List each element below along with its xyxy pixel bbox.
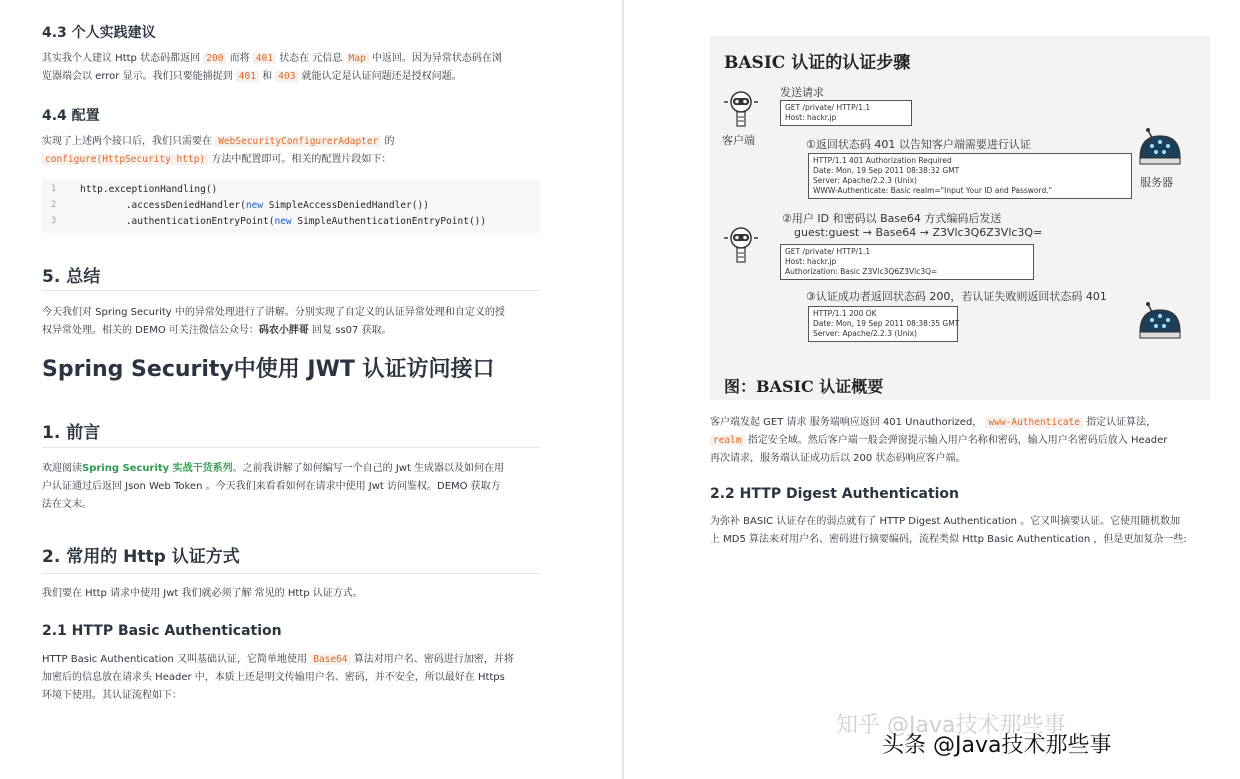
section-2-1-paragraph — [42, 651, 562, 705]
code-segment: .accessDeniedHandler( — [80, 200, 246, 211]
encode-label: guest:guest → Base64 → Z3Vlc3Q6Z3Vlc3Q= — [794, 226, 1043, 239]
section-2-2-paragraph — [710, 513, 1220, 549]
text: 户认证通过后返回 Json Web Token 。今天我们来看看如何在请求中使用 Jwt 访问鉴权。DEMO 获取方 — [42, 481, 501, 492]
server-icon — [1136, 128, 1184, 168]
section-4-4-title: 4.4 配置 — [42, 108, 100, 124]
code-keyword: new — [274, 216, 292, 227]
step-1-label: ①返回状态码 401 以告知客户端需要进行认证 — [806, 138, 1031, 151]
code-block — [42, 179, 540, 233]
text: 欢迎阅读 — [42, 463, 82, 474]
basic-auth-paragraph — [710, 414, 1210, 468]
text: HTTP Basic Authentication 又叫基础认证，它简单地使用 — [42, 654, 311, 665]
request-box-2 — [780, 244, 1034, 280]
text: 回复 ss07 获取。 — [308, 325, 392, 336]
response-box-2 — [808, 306, 958, 342]
watermark-toutiao: 头条 @Java技术那些事 — [882, 733, 1112, 758]
message-line: Date: Mon, 19 Sep 2011 08:38:35 GMT — [813, 319, 960, 328]
code-line — [42, 182, 540, 197]
step-2-label: ②用户 ID 和密码以 Base64 方式编码后发送 — [782, 212, 1002, 225]
section-4-3-title: 4.3 个人实践建议 — [42, 25, 156, 41]
right-page — [624, 0, 1240, 779]
server-label: 服务器 — [1140, 176, 1173, 189]
message-line: Date: Mon, 19 Sep 2011 08:38:32 GMT — [813, 166, 960, 175]
text: 的 — [381, 136, 395, 147]
text: 状态在 元信息 — [275, 53, 346, 64]
section-2-2-title: 2.2 HTTP Digest Authentication — [710, 486, 960, 502]
client-label: 客户端 — [722, 134, 755, 147]
message-line: GET /private/ HTTP/1.1 — [785, 103, 871, 112]
text: 就能认定是认证问题还是授权问题。 — [298, 71, 462, 82]
line-number: 3 — [51, 216, 57, 226]
account-name: 码农小胖哥 — [258, 325, 309, 336]
send-request-label: 发送请求 — [780, 86, 824, 99]
section-1-title: 1. 前言 — [42, 423, 101, 443]
section-4-4-paragraph — [42, 133, 562, 169]
message-line: WWW-Authenticate: Basic realm="Input Your ID and Password." — [813, 186, 1053, 195]
text: 加密后的信息放在请求头 Header 中，本质上还是明文传输用户名、密码，并不安全，所以最好在 Https — [42, 672, 505, 683]
code-text: http.exceptionHandling() — [80, 184, 218, 195]
divider — [42, 290, 540, 291]
message-line: Authorization: Basic Z3Vlc3Q6Z3Vlc3Q= — [785, 267, 938, 276]
text: 算法对用户名、密码进行加密，并将 — [350, 654, 514, 665]
section-5-title: 5. 总结 — [42, 267, 101, 287]
text: 中返回。因为异常状态码在浏 — [368, 53, 502, 64]
inline-code: www-Authenticate — [985, 417, 1083, 428]
text: 今天我们对 Spring Security 中的异常处理进行了讲解。分别实现了自定义的认证异常处理和自定义的授 — [42, 307, 505, 318]
line-number: 2 — [51, 200, 57, 210]
figure-caption: 图：BASIC 认证概要 — [724, 377, 884, 396]
code-segment: .authenticationEntryPoint( — [80, 216, 275, 227]
message-line: Server: Apache/2.2.3 (Unix) — [813, 329, 917, 338]
code-line — [42, 198, 540, 213]
divider — [42, 573, 540, 574]
text: 权异常处理。相关的 DEMO 可关注微信公众号： — [42, 325, 259, 336]
message-line: Server: Apache/2.2.3 (Unix) — [813, 176, 917, 185]
inline-code: 401 — [253, 53, 276, 64]
server-icon — [1136, 302, 1184, 342]
inline-code: configure(HttpSecurity http) — [42, 154, 208, 165]
text: 为弥补 BASIC 认证存在的弱点就有了 HTTP Digest Authentication 。它又叫摘要认证。它使用随机数加 — [710, 516, 1181, 527]
code-line — [42, 214, 540, 229]
inline-code: WebSecurityConfigurerAdapter — [215, 136, 381, 147]
text: 和 — [258, 71, 276, 82]
text: 方法中配置即可。相关的配置片段如下： — [208, 154, 392, 165]
inline-code: Map — [346, 53, 369, 64]
text: 实现了上述两个接口后，我们只需要在 — [42, 136, 216, 147]
code-keyword: new — [245, 200, 264, 211]
message-line: GET /private/ HTTP/1.1 — [785, 247, 871, 256]
section-2-1-title: 2.1 HTTP Basic Authentication — [42, 623, 282, 639]
text: 览器端会以 error 显示。我们只要能捕捉到 — [42, 71, 236, 82]
message-line: HTTP/1.1 200 OK — [813, 309, 877, 318]
figure-title: BASIC 认证的认证步骤 — [724, 53, 911, 73]
text: 指定认证算法， — [1083, 417, 1157, 428]
message-line: Host: hackr.jp — [785, 257, 837, 266]
inline-code: 403 — [275, 71, 298, 82]
client-robot-icon — [724, 90, 758, 130]
code-segment: SimpleAccessDeniedHandler()) — [263, 200, 429, 211]
text: 其实我个人建议 Http 状态码都返回 — [42, 53, 204, 64]
watermark-zhihu: 知乎 @Java技术那些事 — [836, 713, 1066, 738]
article-title: Spring Security中使用 JWT 认证访问接口 — [42, 357, 495, 382]
section-1-paragraph — [42, 460, 562, 514]
code-segment: SimpleAuthenticationEntryPoint()) — [291, 216, 487, 227]
text: 再次请求，服务端认证成功后以 200 状态码响应客户端。 — [710, 453, 966, 464]
inline-code: 401 — [236, 71, 259, 82]
divider — [42, 447, 540, 448]
code-text — [80, 198, 429, 213]
inline-code: Base64 — [310, 654, 350, 665]
basic-auth-figure — [710, 36, 1210, 400]
request-box-1 — [780, 100, 912, 126]
inline-code: realm — [710, 435, 745, 446]
section-5-paragraph — [42, 304, 562, 340]
message-line: Host: hackr.jp — [785, 113, 837, 122]
inline-code: 200 — [203, 53, 226, 64]
response-box-1 — [808, 153, 1132, 199]
text: 。之前我讲解了如何编写一个自己的 Jwt 生成器以及如何在用 — [232, 463, 505, 474]
message-line: HTTP/1.1 401 Authorization Required — [813, 156, 952, 165]
text: 上 MD5 算法来对用户名、密码进行摘要编码，流程类似 Http Basic Authentication ，但是更加复杂一些: — [710, 534, 1187, 545]
series-link[interactable]: Spring Security 实战干货系列 — [82, 463, 233, 474]
client-robot-icon — [724, 226, 758, 266]
text: 客户端发起 GET 请求 服务端响应返回 401 Unauthorized， — [710, 417, 986, 428]
code-text — [80, 214, 486, 229]
text: 环境下使用。其认证流程如下： — [42, 690, 182, 701]
step-3-label: ③认证成功者返回状态码 200，若认证失败则返回状态码 401 — [806, 290, 1107, 303]
text: 而将 — [226, 53, 253, 64]
section-2-title: 2. 常用的 Http 认证方式 — [42, 547, 240, 567]
text: 指定安全域。然后客户端一般会弹窗提示输入用户名称和密码，输入用户名密码后放入 Header — [744, 435, 1168, 446]
section-4-3-paragraph — [42, 50, 562, 86]
line-number: 1 — [51, 184, 57, 194]
section-2-paragraph: 我们要在 Http 请求中使用 Jwt 我们就必须了解 常见的 Http 认证方式。 — [42, 588, 363, 599]
text: 法在文末。 — [42, 499, 92, 510]
